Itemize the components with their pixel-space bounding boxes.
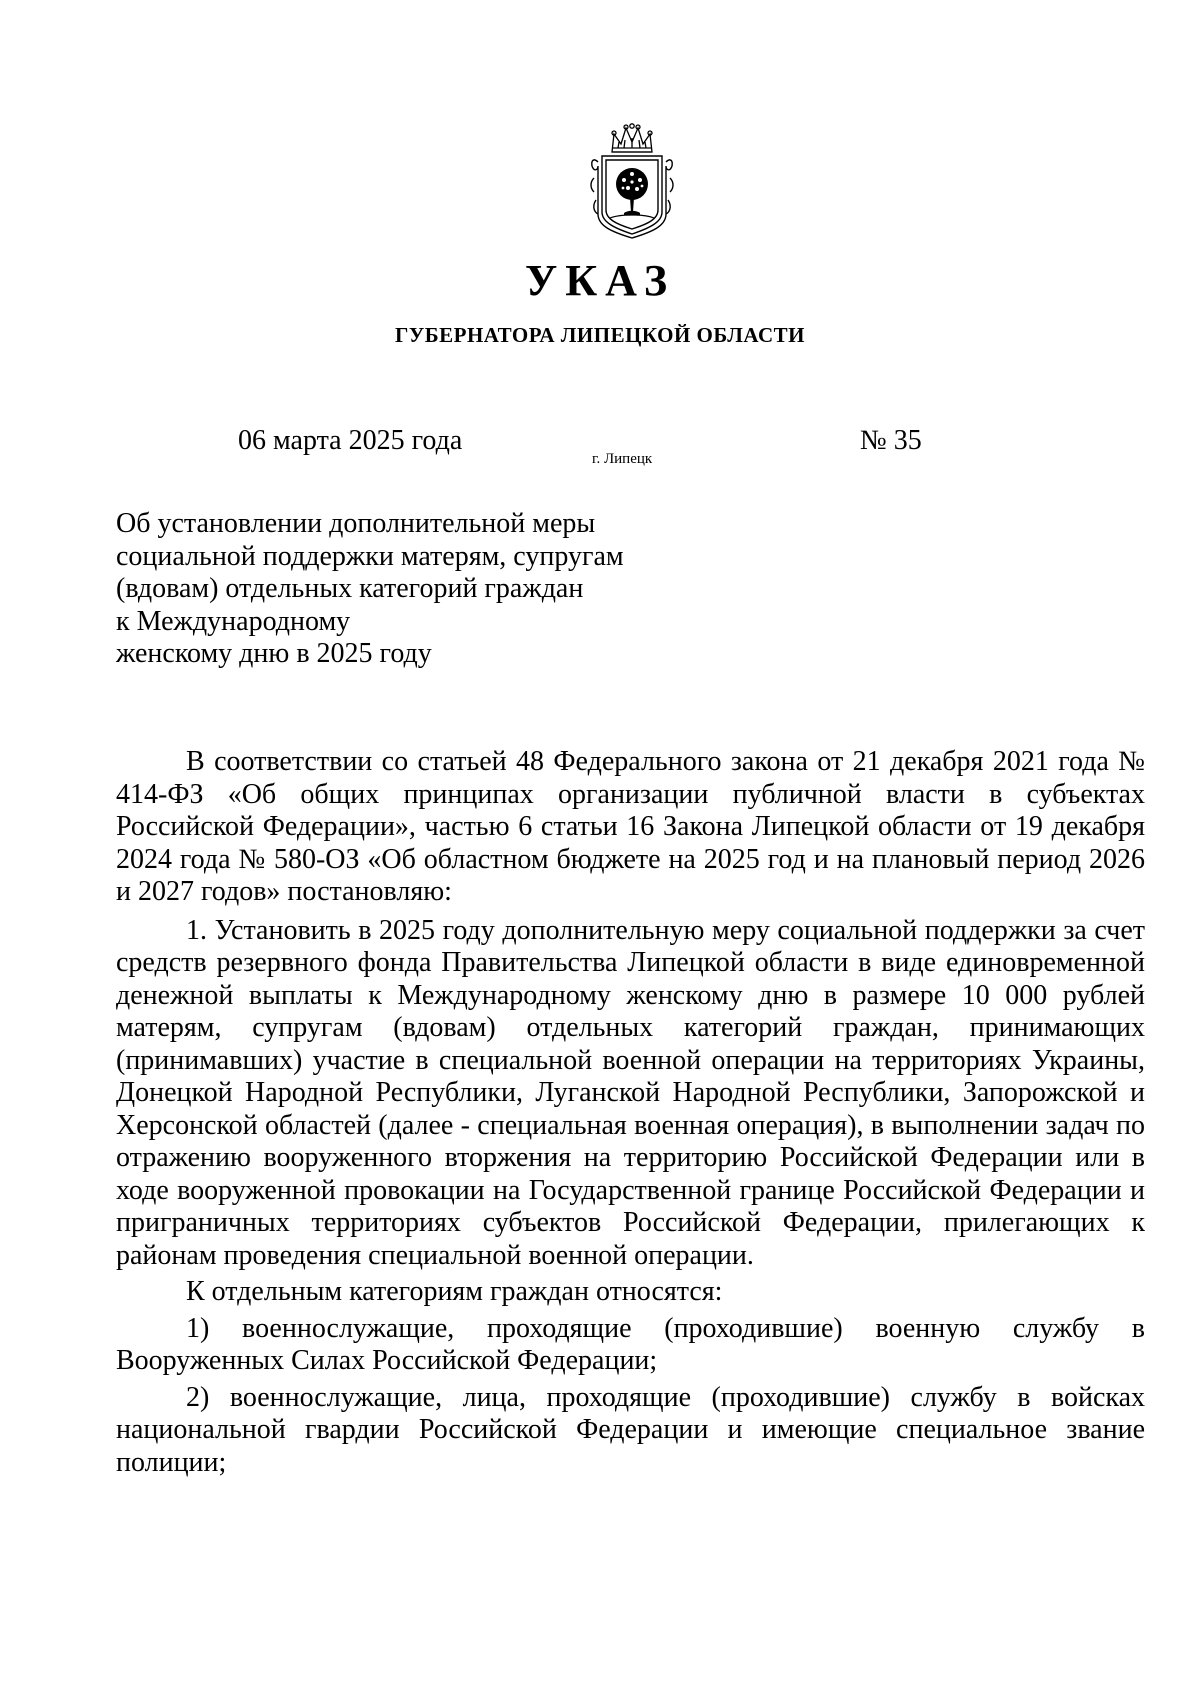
document-date: 06 марта 2025 года [238,425,463,456]
body-paragraph: 2) военнослужащие, лица, проходящие (проходившие) службу в войсках национальной гвардии Российской Федерации и имеющие специальное звание полиции; [116,1381,1145,1478]
document-body [116,746,1145,1483]
body-paragraph: 1) военнослужащие, проходящие (проходившие) военную службу в Вооруженных Силах Российской Федерации; [116,1312,1145,1376]
subject-line: (вдовам) отдельных категорий граждан [116,573,584,604]
body-paragraph: В соответствии со статьей 48 Федерального закона от 21 декабря 2021 года № 414-ФЗ «Об общих принципах организации публичной власти в субъектах Российской Федерации», частью 6 статьи 16 Закона Липецкой области от 19 декабря 2024 года № 580-ОЗ «Об областном бюджете на 2025 год и на плановый период 2026 и 2027 годов» постановляю: [116,746,1145,907]
subject-line: к Международному [116,605,351,637]
subject-line: социальной поддержки матерям, супругам [116,540,624,572]
body-paragraph: 1. Установить в 2025 году дополнительную меру социальной поддержки за счет средств резервного фонда Правительства Липецкой области в виде единовременной денежной выплаты к Международному женскому дню в размере 10 000 рублей матерям, супругам (вдовам) отдельных категорий граждан, принимающих (принимавших) участие в специальной военной операции на территориях Украины, Донецкой Народной Республики, Луганской Народной Республики, Запорожской и Херсонской областей (далее - специальная военная операция), в выполнении задач по отражению вооруженного вторжения на территорию Российской Федерации или в ходе вооруженной провокации на Государственной границе Российской Федерации и приграничных территориях субъектов Российской Федерации, прилегающих к районам проведения специальной военной операции. [116,914,1145,1271]
document-issuer: ГУБЕРНАТОРА ЛИПЕЦКОЙ ОБЛАСТИ [394,323,806,347]
subject-line: женскому дню в 2025 году [116,638,432,669]
subject-line: Об установлении дополнительной меры [116,508,596,539]
body-paragraph: К отдельным категориям граждан относятся: [186,1276,723,1307]
coat-of-arms-emblem [588,122,676,240]
document-subject [116,508,676,671]
document-city: г. Липецк [592,451,653,467]
document-number: № 35 [860,425,922,456]
document-title: УКАЗ [524,256,676,305]
